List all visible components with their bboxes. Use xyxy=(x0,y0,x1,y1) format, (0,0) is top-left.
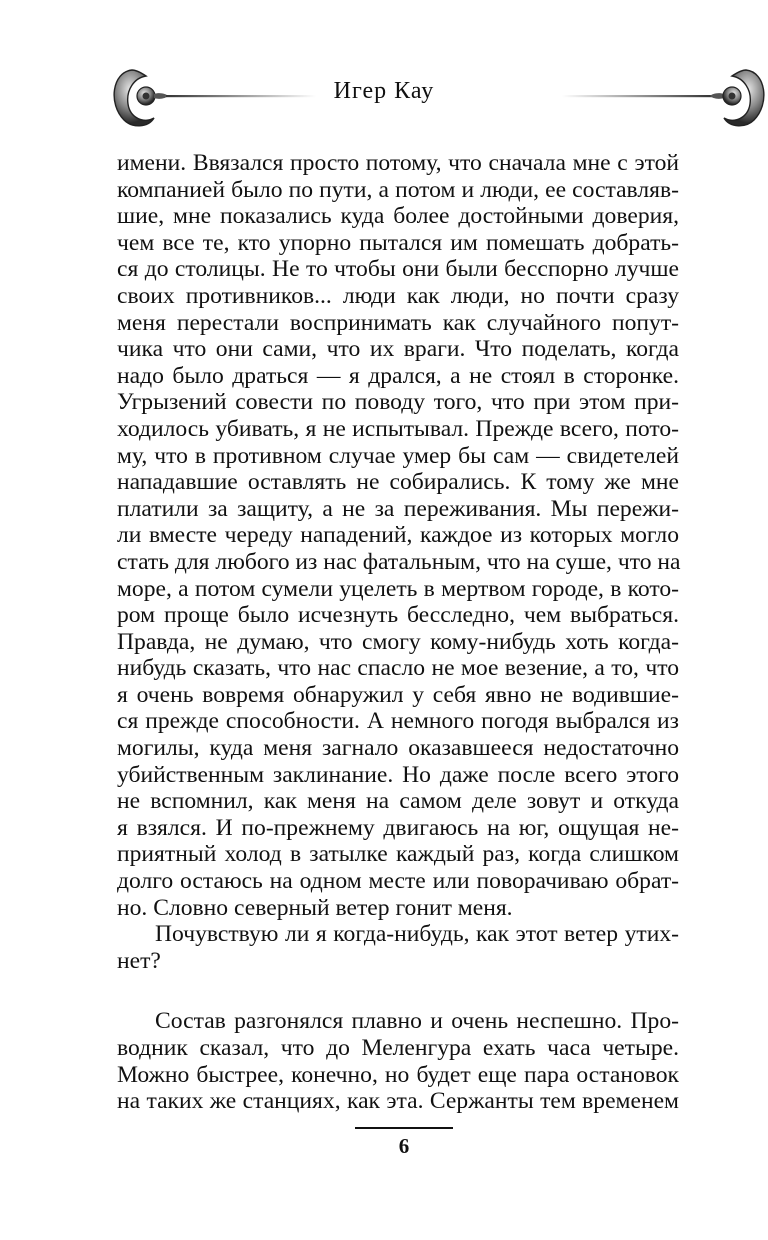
text-line: меня перестали воспринимать как случайного попут- xyxy=(117,309,679,336)
section-break xyxy=(117,974,679,1008)
text-line: море, а потом сумели уцелеть в мертвом городе, в кото- xyxy=(117,575,679,602)
text-line: надо было драться — я дрался, а не стоял в сторонке. xyxy=(117,362,679,389)
running-header xyxy=(0,58,768,138)
paragraph xyxy=(117,1008,679,1114)
text-line: ся прежде способности. А немного погодя выбрался из xyxy=(117,708,679,735)
text-line: имени. Ввязался просто потому, что сначала мне с этой xyxy=(117,150,679,176)
text-line: могилы, куда меня загнало оказавшееся недостаточно xyxy=(117,735,679,762)
text-line: я очень вовремя обнаружил у себя явно не водившие- xyxy=(117,681,679,708)
text-line: нет? xyxy=(117,947,161,974)
text-line: не вспомнил, как меня на самом деле зовут и откуда xyxy=(117,788,679,815)
text-line: на таких же станциях, как эта. Сержанты тем временем xyxy=(117,1088,679,1115)
text-line: Почувствую ли я когда-нибудь, как этот ветер утих- xyxy=(155,921,679,948)
text-line: но. Словно северный ветер гонит меня. xyxy=(117,894,513,921)
text-line: Состав разгонялся плавно и очень неспешно. Про- xyxy=(155,1008,679,1035)
running-header-title: Игер Кау xyxy=(333,78,435,104)
text-line: водник сказал, что до Меленгура ехать часа четыре. xyxy=(117,1035,679,1061)
text-line: платили за защиту, а не за переживания. Мы пережи- xyxy=(117,495,679,522)
text-line: долго остаюсь на одном месте или поворачиваю обрат- xyxy=(117,868,679,895)
paragraph xyxy=(117,150,679,921)
text-line: Угрызений совести по поводу того, что при этом при- xyxy=(117,389,679,416)
paragraph xyxy=(117,921,679,974)
page-number: 6 xyxy=(398,1134,410,1158)
page-body xyxy=(117,150,679,1115)
text-line: Правда, не думаю, что смогу кому-нибудь хоть когда- xyxy=(117,628,679,655)
text-line: приятный холод в затылке каждый раз, когда слишком xyxy=(117,841,679,868)
text-line: убийственным заклинание. Но даже после всего этого xyxy=(117,761,679,788)
text-line: компанией было по пути, а потом и люди, ее составляв- xyxy=(117,176,679,203)
text-line: шие, мне показались куда более достойными доверия, xyxy=(117,203,679,230)
text-line: ром проще было исчезнуть бесследно, чем выбраться. xyxy=(117,602,679,629)
text-line: чика что они сами, что их враги. Что поделать, когда xyxy=(117,336,679,363)
footer-rule xyxy=(355,1127,453,1129)
text-line: нибудь сказать, что нас спасло не мое везение, а то, что xyxy=(117,655,679,682)
text-line: чем все те, кто упорно пытался им помешать добрать- xyxy=(117,229,679,256)
text-line: своих противников... люди как люди, но почти сразу xyxy=(117,282,679,309)
text-line: я взялся. И по-прежнему двигаюсь на юг, ощущая не- xyxy=(117,814,679,841)
text-line: ли вместе череду нападений, каждое из которых могло xyxy=(117,522,679,549)
text-line: ся до столицы. Не то чтобы они были бесспорно лучше xyxy=(117,256,679,283)
text-line: Можно быстрее, конечно, но будет еще пара остановок xyxy=(117,1061,679,1088)
text-line: стать для любого из нас фатальным, что на суше, что на xyxy=(117,548,681,575)
text-line: нападавшие оставлять не собирались. К тому же мне xyxy=(117,469,679,496)
text-line: му, что в противном случае умер бы сам — свидетелей xyxy=(117,442,679,469)
text-line: ходилось убивать, я не испытывал. Прежде всего, пото- xyxy=(117,415,679,442)
ornament-right-icon xyxy=(560,58,768,138)
